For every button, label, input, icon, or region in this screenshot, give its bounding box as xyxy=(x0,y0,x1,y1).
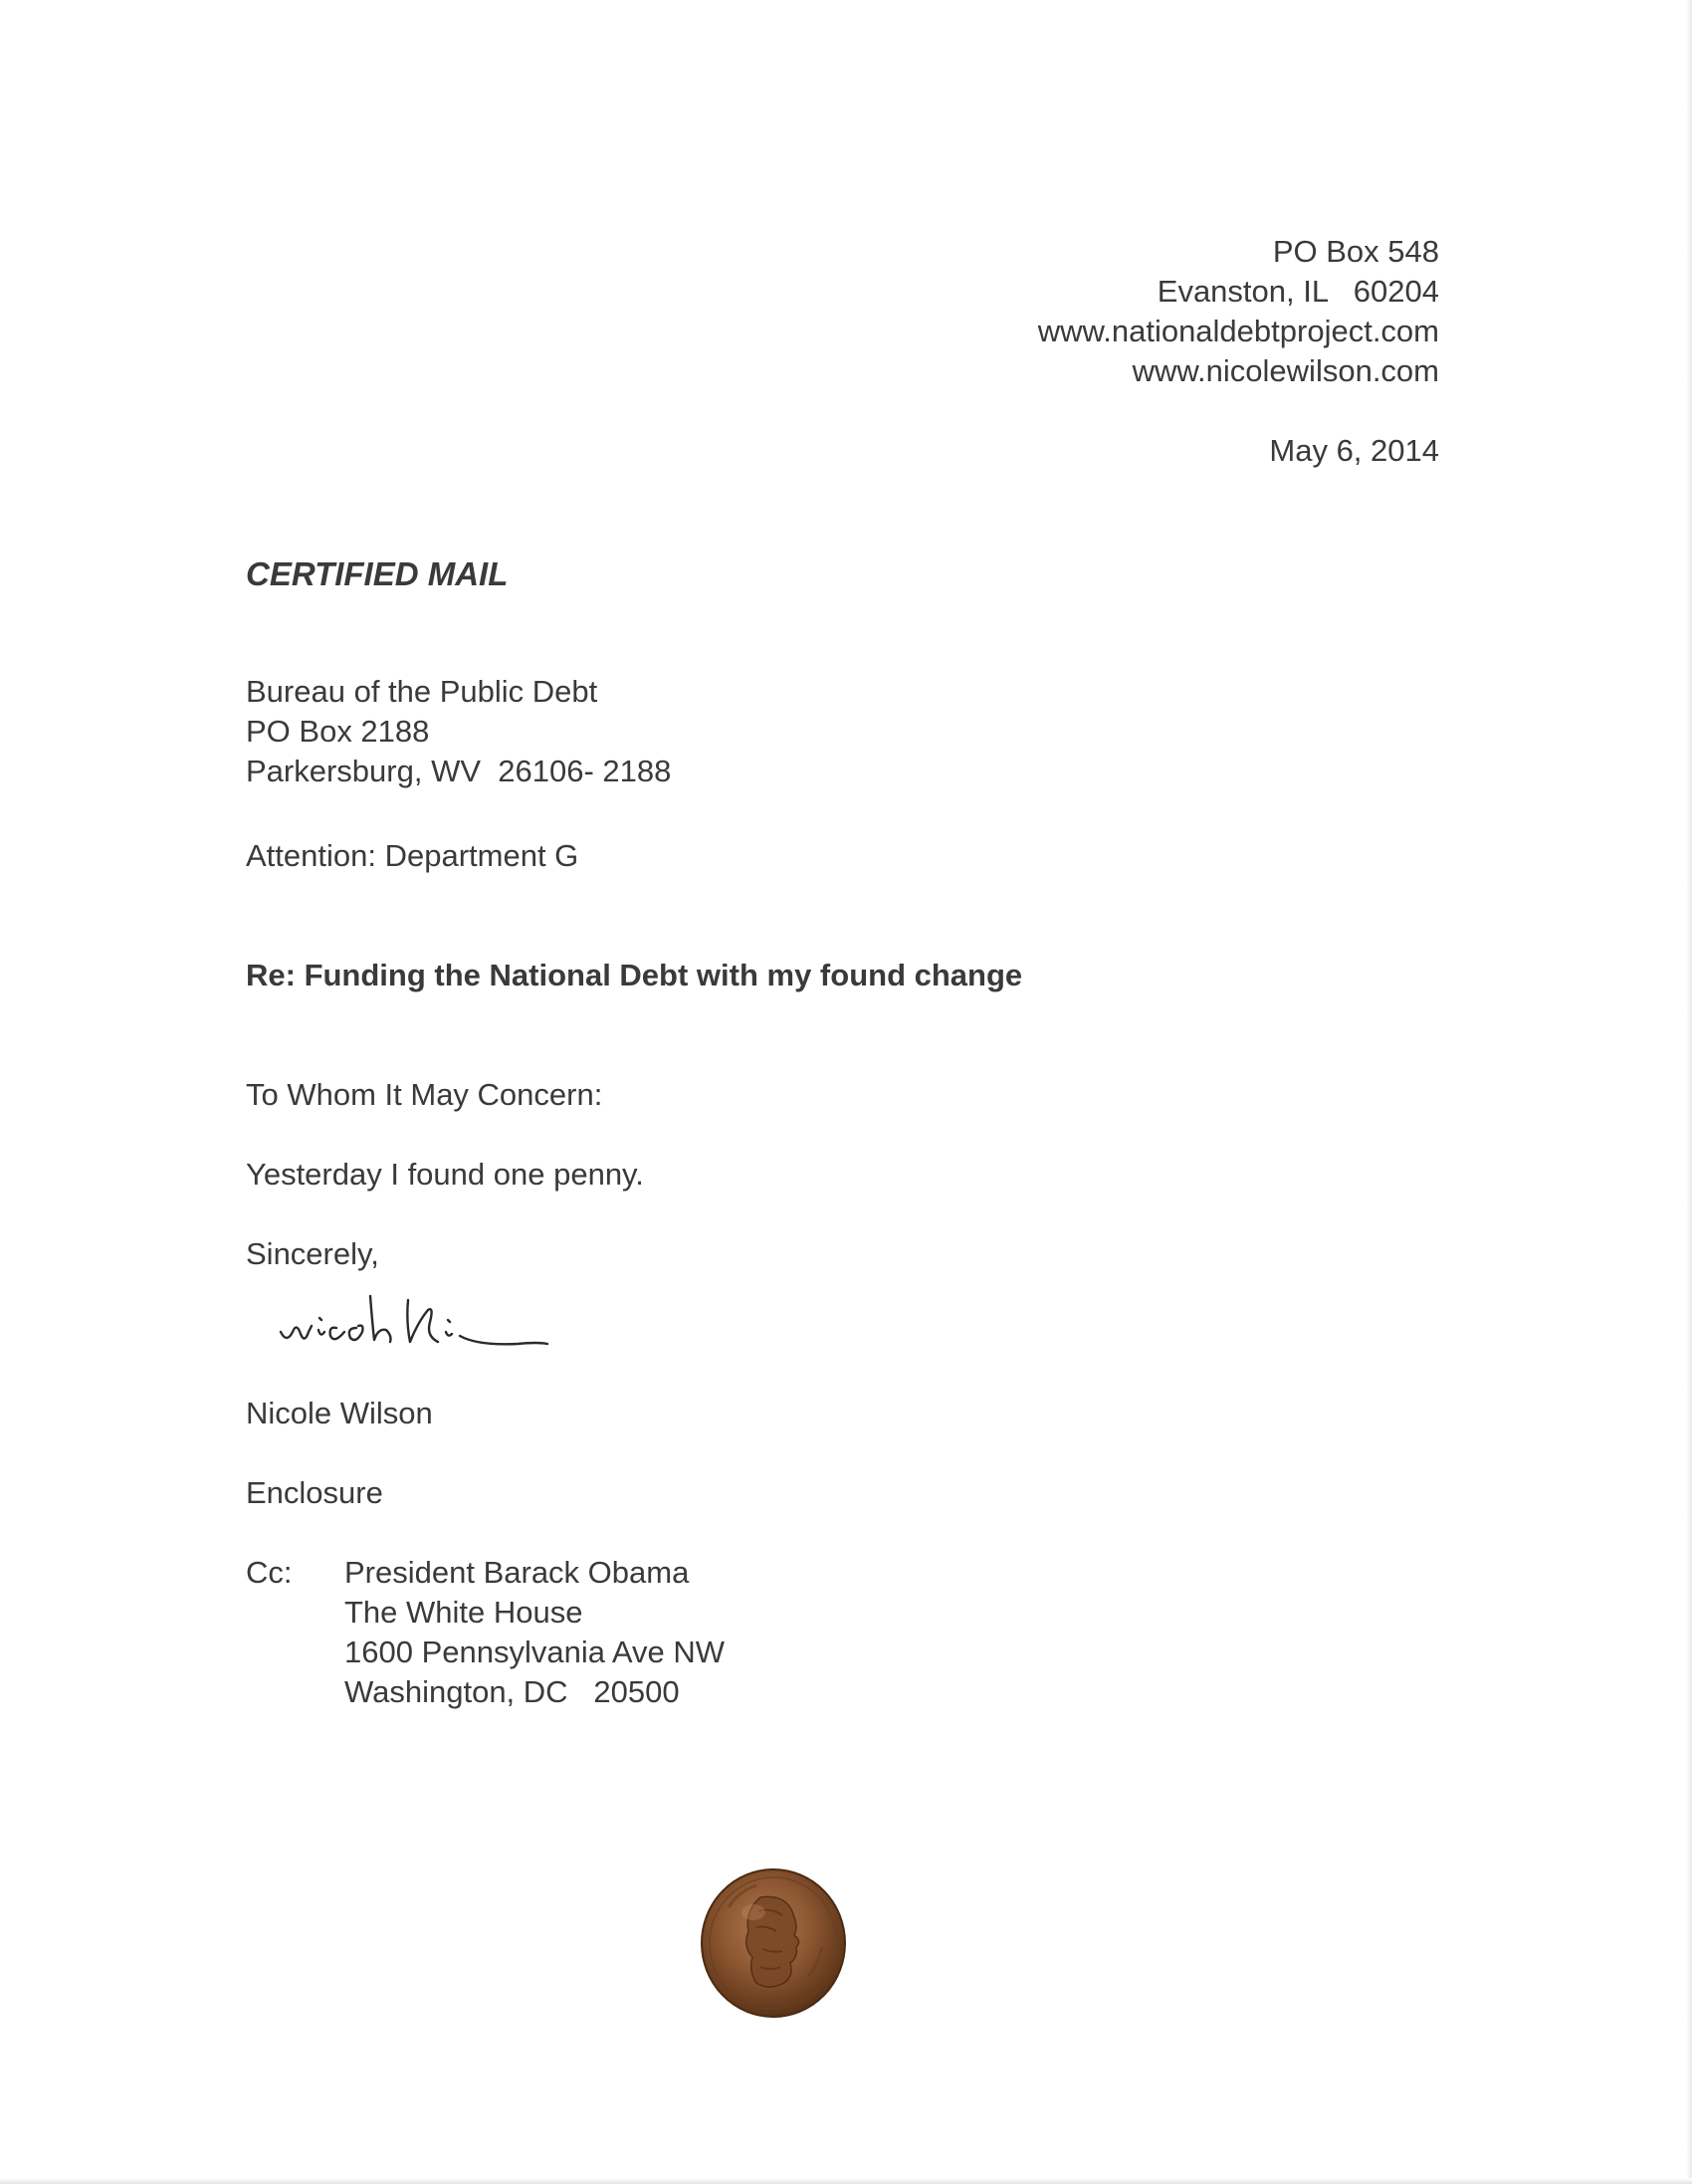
paper-right-edge xyxy=(1686,0,1692,2184)
cc-org: The White House xyxy=(344,1595,583,1630)
cc-city-line: Washington, DC 20500 xyxy=(344,1674,680,1709)
signer-name xyxy=(246,1394,433,1433)
penny-icon xyxy=(699,1867,848,2019)
signer-name-text: Nicole Wilson xyxy=(246,1396,433,1430)
subject-line: Re: Funding the National Debt with my found change xyxy=(246,958,1023,992)
recipient-city-line: Parkersburg, WV 26106- 2188 xyxy=(246,754,672,788)
cc-name: President Barack Obama xyxy=(344,1555,690,1590)
letter-body xyxy=(246,1155,644,1195)
attention-line xyxy=(246,836,578,876)
sender-website-1: www.nationaldebtproject.com xyxy=(1037,314,1439,348)
cc-address xyxy=(344,1553,725,1712)
recipient-po-box: PO Box 2188 xyxy=(246,714,430,749)
letter-date: May 6, 2014 xyxy=(1269,433,1439,468)
recipient-address xyxy=(246,672,671,791)
salutation xyxy=(246,1075,602,1115)
delivery-method: CERTIFIED MAIL xyxy=(246,555,509,592)
enclosure-text: Enclosure xyxy=(246,1475,383,1510)
salutation-text: To Whom It May Concern: xyxy=(246,1077,603,1112)
paper-bottom-edge xyxy=(0,2178,1692,2184)
attention-text: Attention: Department G xyxy=(246,838,579,873)
recipient-name: Bureau of the Public Debt xyxy=(246,674,598,709)
cc-street: 1600 Pennsylvania Ave NW xyxy=(344,1635,725,1669)
sender-website-2: www.nicolewilson.com xyxy=(1132,353,1439,388)
closing-text: Sincerely, xyxy=(246,1236,379,1271)
enclosure-note xyxy=(246,1473,383,1513)
closing xyxy=(246,1234,379,1274)
cc-label: Cc: xyxy=(246,1555,293,1590)
sender-city-line: Evanston, IL 60204 xyxy=(1157,274,1439,309)
handwritten-signature xyxy=(279,1292,627,1362)
sender-address xyxy=(1038,232,1439,391)
body-text: Yesterday I found one penny. xyxy=(246,1157,644,1192)
sender-po-box: PO Box 548 xyxy=(1272,234,1439,269)
